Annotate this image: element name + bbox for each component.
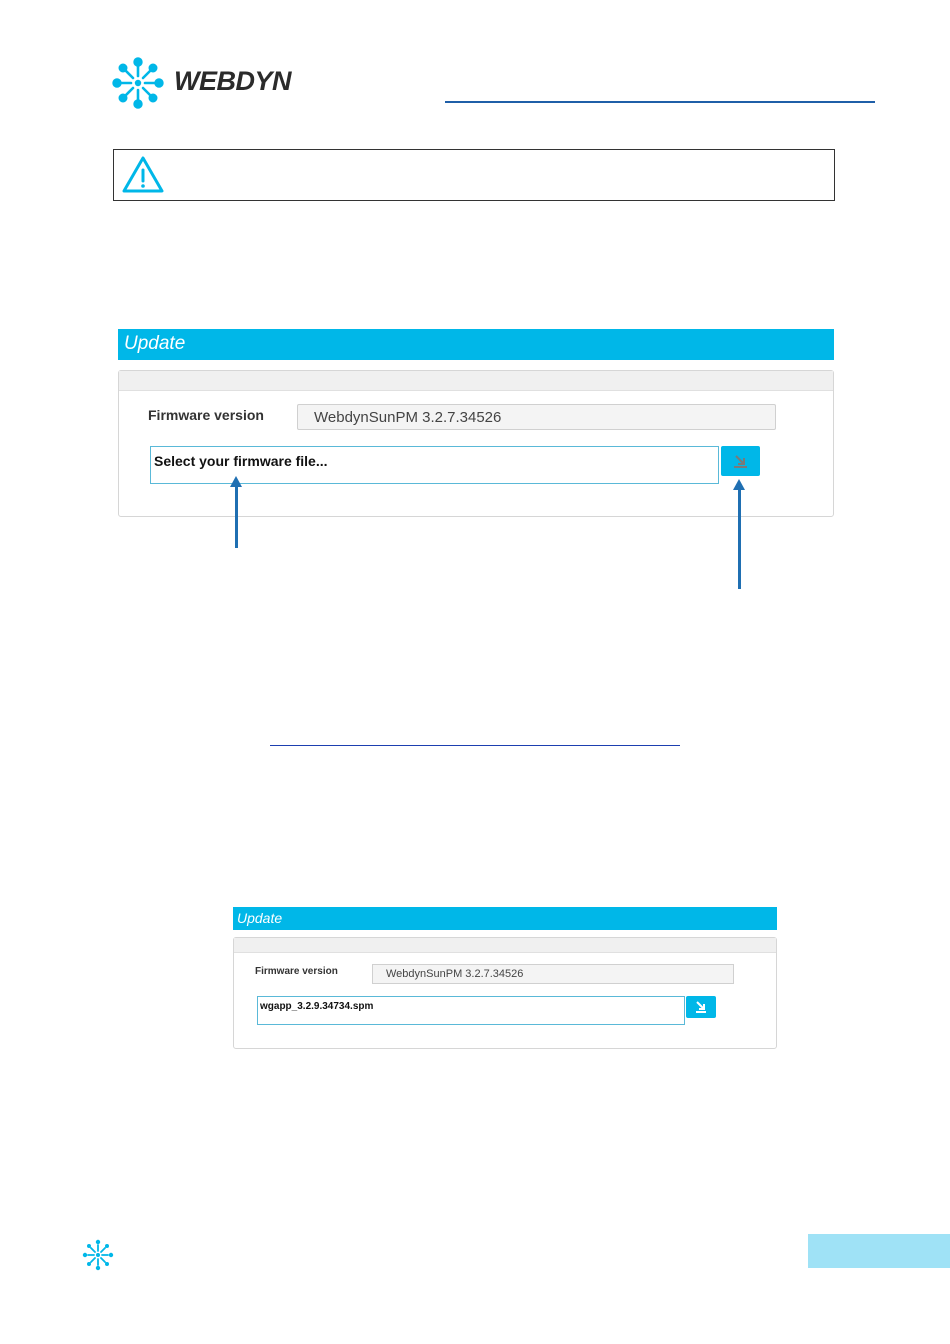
page-number-box — [808, 1234, 950, 1268]
header-rule — [445, 101, 875, 103]
logo-burst-icon — [114, 59, 163, 108]
warning-icon — [121, 155, 165, 195]
firmware-version-label: Firmware version — [255, 966, 338, 977]
panel-strip — [234, 938, 776, 953]
update-panel-body — [118, 370, 834, 517]
firmware-version-label: Firmware version — [148, 407, 264, 423]
firmware-version-field: WebdynSunPM 3.2.7.34526 — [297, 404, 776, 430]
update-panel-header — [118, 329, 834, 360]
upload-button[interactable] — [721, 446, 760, 476]
warning-box — [113, 149, 835, 201]
callout-arrow-file — [235, 486, 238, 548]
brand-name: WEBDYN — [174, 66, 291, 96]
upload-icon — [721, 446, 760, 476]
callout-arrow-button — [738, 489, 741, 589]
footer-logo-icon — [81, 1238, 115, 1272]
upload-icon — [686, 996, 716, 1018]
upload-button[interactable] — [686, 996, 716, 1018]
update-panel-selected-body — [233, 937, 777, 1049]
firmware-file-input[interactable]: wgapp_3.2.9.34734.spm — [257, 996, 685, 1025]
firmware-file-input[interactable]: Select your firmware file... — [150, 446, 719, 484]
update-panel-selected-title: Update — [237, 910, 283, 926]
panel-strip — [119, 371, 833, 391]
update-panel-title: Update — [124, 333, 186, 354]
update-panel-selected-header — [233, 907, 777, 930]
firmware-version-field: WebdynSunPM 3.2.7.34526 — [372, 964, 734, 984]
link-underline — [270, 745, 680, 746]
